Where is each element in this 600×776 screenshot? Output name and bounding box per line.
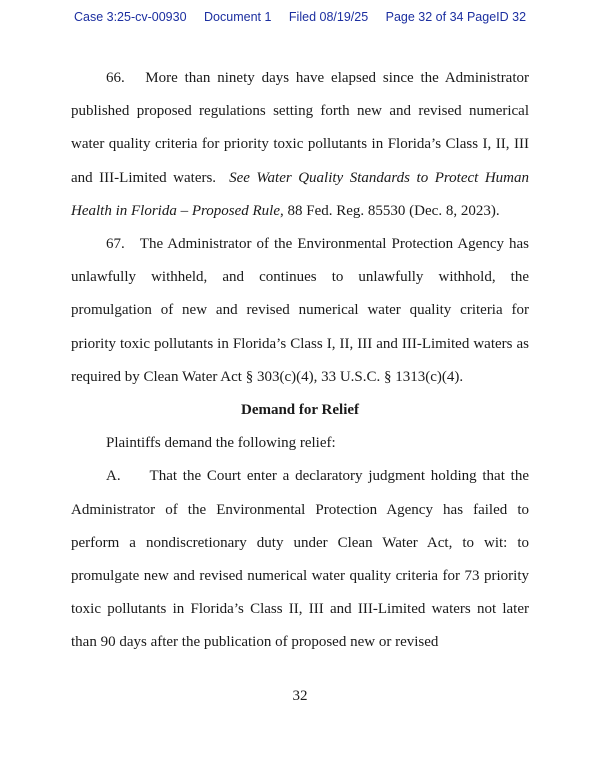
- document-number: Document 1: [204, 10, 272, 24]
- paragraph-66-text: More than ninety days have elapsed since the Administrator published proposed regulations setting forth new and revised numerical water quality criteria for priority toxic pollutants in Florida’s Class I, II, III and III-Limited waters.: [71, 70, 530, 186]
- relief-intro: Plaintiffs demand the following relief:: [106, 435, 336, 452]
- paragraph-67-text: The Administrator of the Environmental Protection Agency has unlawfully withheld, and continues to unlawfully withhold, the promulgation of new and revised numerical water quality criteria for priority toxic pollutants in Florida’s Class I, II, III and III-Limited waters as required by Clean Water Act § 303(c)(4), 33 U.S.C. § 1313(c)(4).: [71, 236, 529, 385]
- relief-item-a-text: That the Court enter a declaratory judgment holding that the Administrator of the Environmental Protection Agency has failed to perform a nondiscretionary duty under Clean Water Act, to wit: to promulgate new and revised numerical water quality criteria for 73 priority toxic pollutants in Florida’s Class II, III and III-Limited waters not later than 90 days after the publication of proposed new or revised: [71, 468, 529, 651]
- paragraph-67-number: 67.: [106, 236, 125, 253]
- case-header: [0, 10, 600, 24]
- paragraph-66-citation-tail: , 88 Fed. Reg. 85530 (Dec. 8, 2023).: [280, 202, 500, 219]
- paragraph-66: [71, 62, 529, 228]
- filed-date: Filed 08/19/25: [288, 10, 369, 24]
- page-number: 32: [292, 688, 308, 704]
- document-body: [71, 62, 529, 660]
- paragraph-67: [71, 228, 529, 394]
- case-number: Case 3:25-cv-00930: [73, 10, 187, 24]
- paragraph-66-number: 66.: [106, 70, 125, 86]
- relief-item-a-letter: A.: [106, 468, 121, 485]
- relief-item-a: [71, 460, 529, 659]
- paragraph-66-citation: See Water Quality Standards to Protect Human Health in Florida – Proposed Rule: [71, 169, 529, 219]
- demand-for-relief-heading: Demand for Relief: [240, 402, 360, 419]
- page-id: Page 32 of 34 PageID 32: [385, 10, 527, 24]
